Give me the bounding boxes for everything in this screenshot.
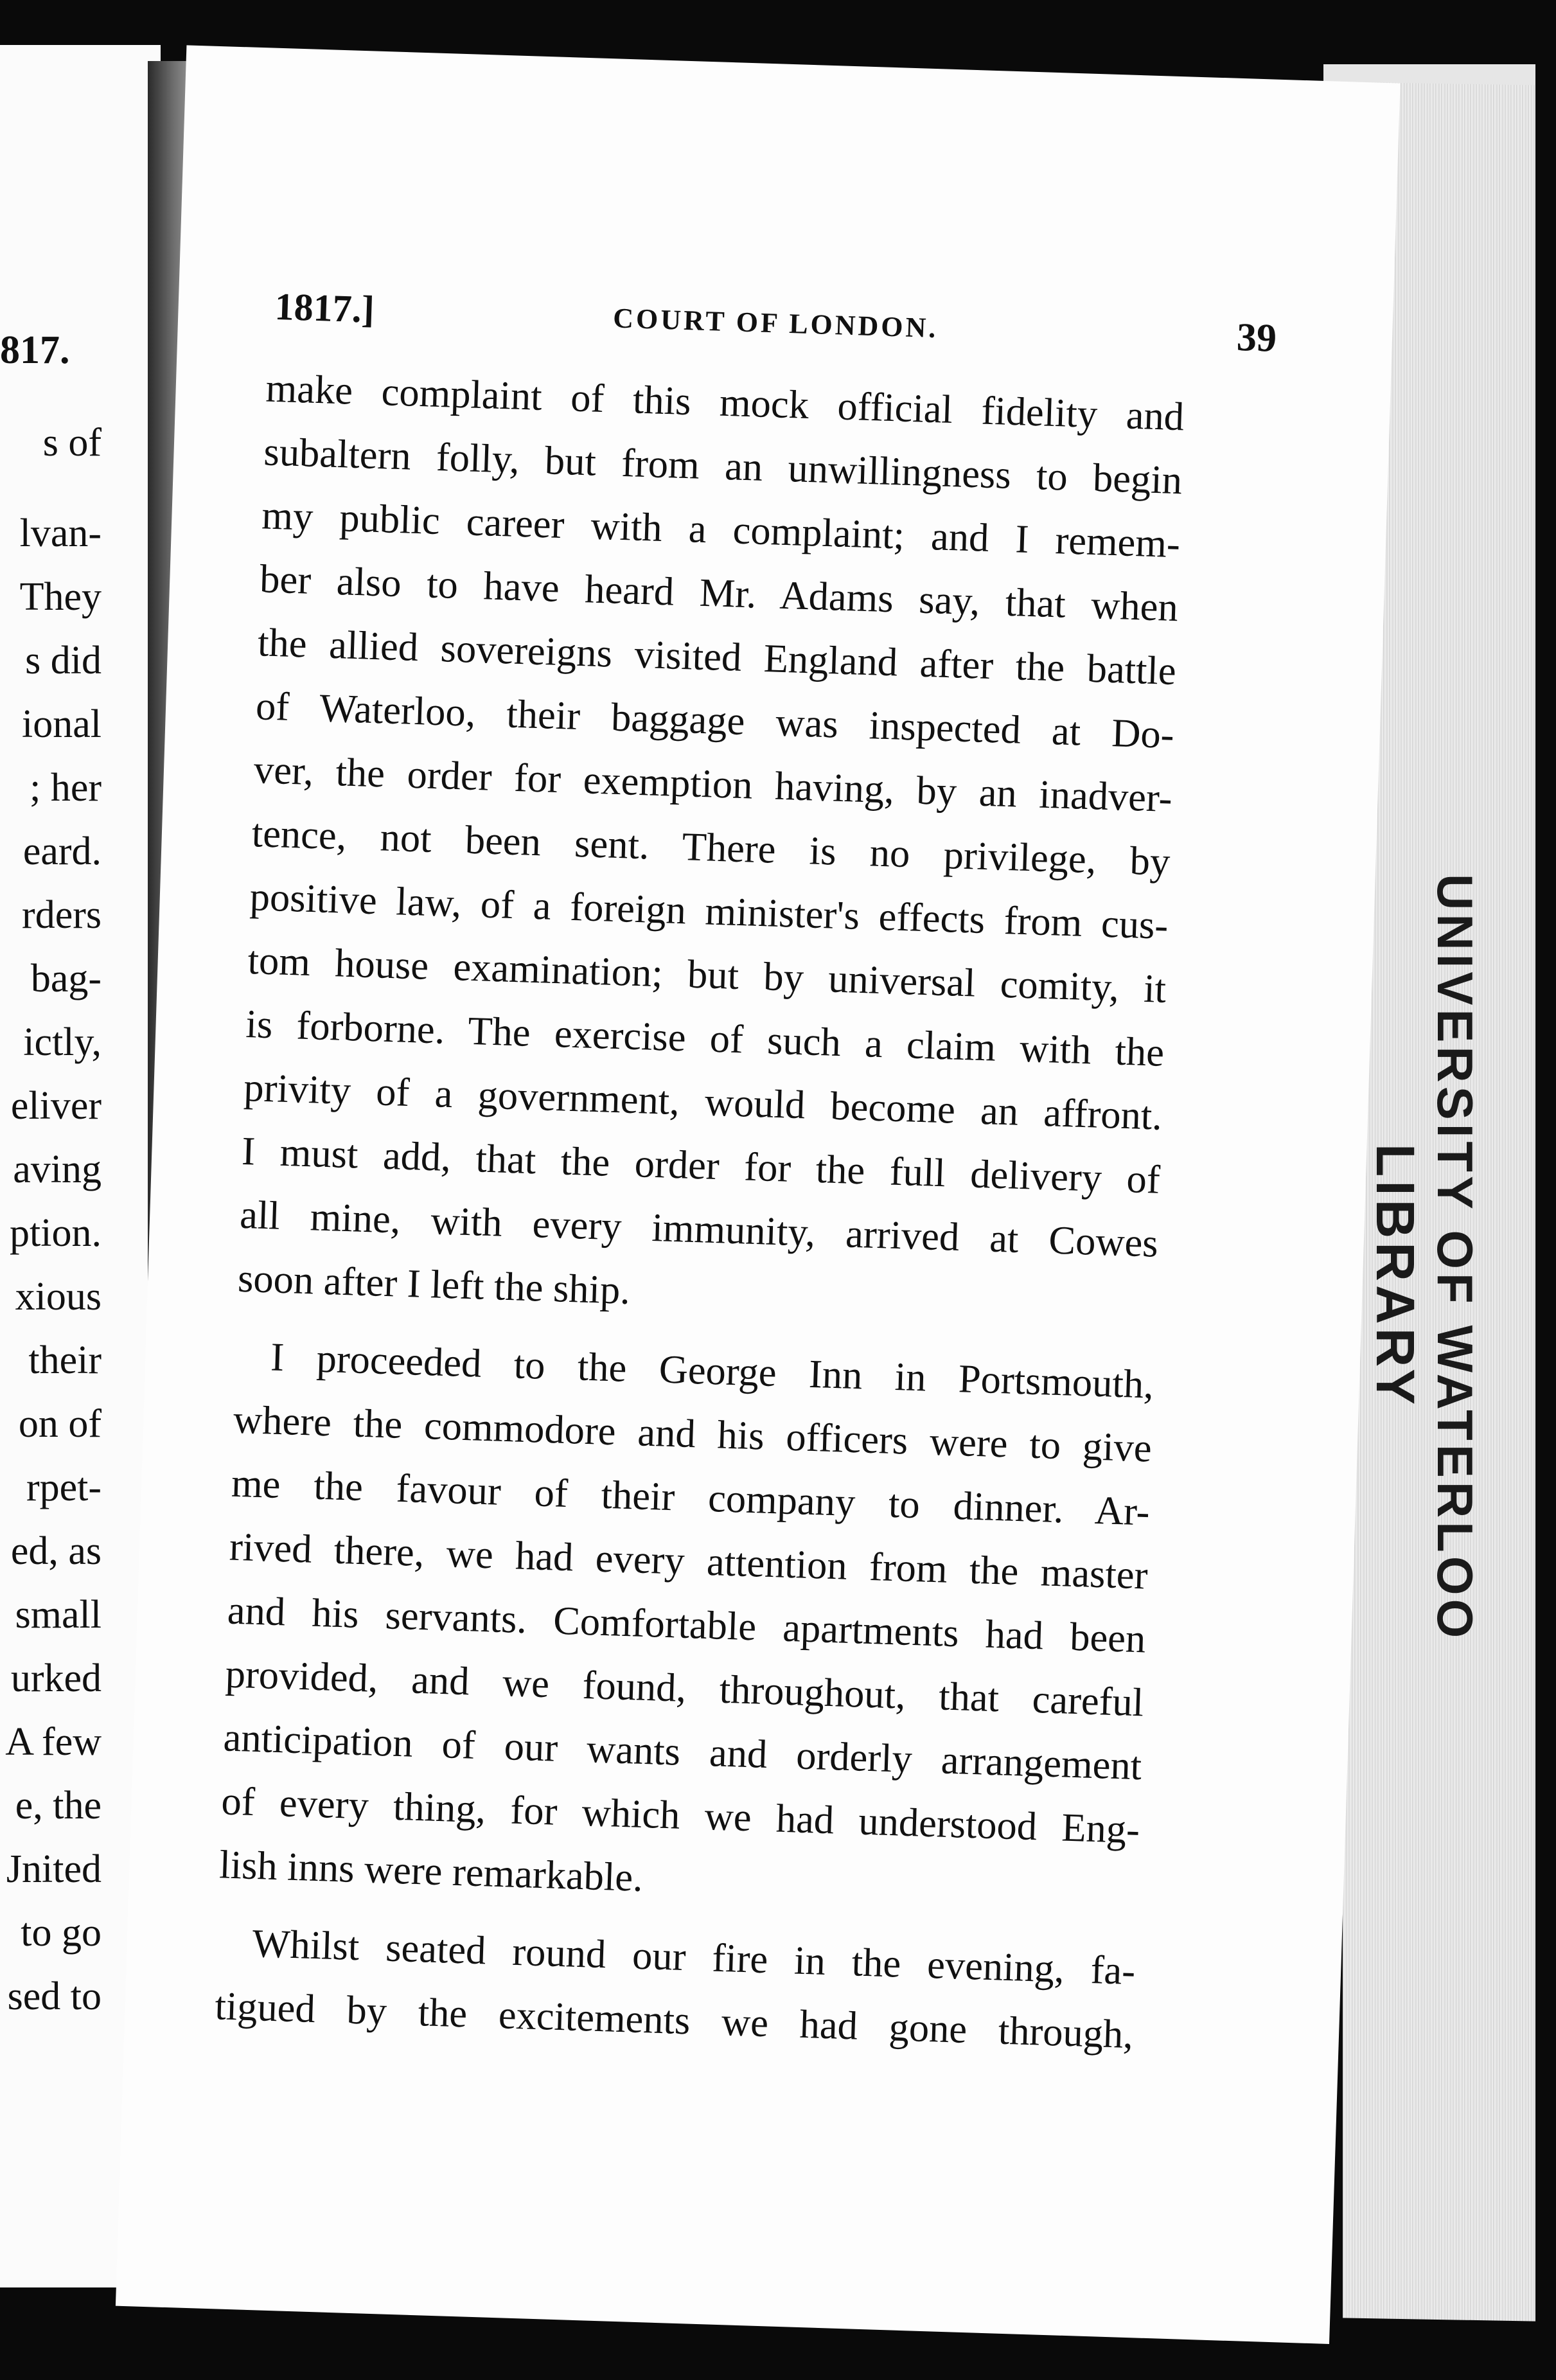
facing-page-header: 817. <box>0 328 70 372</box>
text-line: ver, the order for exemption having, by an inadver- <box>253 747 1173 821</box>
text-line: where the commodore and his officers were to give <box>233 1396 1153 1471</box>
page-number: 39 <box>1235 315 1278 360</box>
facing-line: rpet- <box>26 1466 102 1509</box>
facing-line-gap <box>5 475 102 502</box>
body-text <box>214 356 1185 2066</box>
text-line: tigued by the excitements we had gone through, <box>214 1983 1135 2057</box>
facing-line: bag- <box>30 957 102 1000</box>
facing-line: Jnited <box>6 1847 102 1891</box>
text-line: provided, and we found, throughout, that careful <box>224 1651 1145 1725</box>
text-line: is forborne. The exercise of such a claim with the <box>245 1000 1165 1075</box>
text-line: subaltern folly, but from an unwillingness to begin <box>263 429 1183 503</box>
text-line: the allied sovereigns visited England after the battle <box>257 619 1177 694</box>
text-line: all mine, with every immunity, arrived at Cowes <box>239 1191 1159 1266</box>
facing-line: lvan- <box>19 511 102 555</box>
book-page <box>116 45 1401 2344</box>
text-line: privity of a government, would become an affront. <box>243 1064 1163 1139</box>
facing-line: ional <box>22 702 102 746</box>
facing-line: xious <box>15 1275 102 1319</box>
facing-line: eliver <box>10 1084 102 1128</box>
text-line: lish inns were remarkable. <box>218 1842 644 1901</box>
facing-line: eard. <box>22 830 102 873</box>
stamp-library-text: LIBRARY <box>1365 1144 1426 1409</box>
facing-line: on of <box>18 1402 102 1446</box>
text-line: I proceeded to the George Inn in Portsmouth, <box>270 1334 1154 1407</box>
facing-line: e, the <box>15 1784 102 1827</box>
text-line: tence, not been sent. There is no privilege, by <box>251 810 1171 885</box>
text-line: ber also to have heard Mr. Adams say, that when <box>259 556 1179 630</box>
text-line: me the favour of their company to dinner. Ar- <box>231 1460 1151 1534</box>
text-line: anticipation of our wants and orderly arrangement <box>222 1714 1143 1789</box>
facing-line: s of <box>42 421 102 465</box>
text-line: make complaint of this mock official fidelity and <box>265 365 1185 440</box>
facing-line: rders <box>22 893 102 937</box>
text-line: of every thing, for which we had understood Eng- <box>220 1778 1141 1852</box>
text-line: of Waterloo, their baggage was inspected at Do- <box>255 683 1175 758</box>
facing-line: to go <box>21 1911 102 1955</box>
facing-line: urked <box>10 1656 102 1700</box>
facing-line: small <box>15 1593 102 1637</box>
facing-line: They <box>19 575 102 619</box>
text-line: my public career with a complaint; and I remem- <box>261 492 1181 567</box>
paragraph-1 <box>237 356 1185 1338</box>
running-head-year: 1817.] <box>274 285 375 331</box>
text-line: rived there, we had every attention from the master <box>229 1523 1149 1598</box>
facing-line: A few <box>5 1720 102 1764</box>
facing-line: sed to <box>7 1975 102 2018</box>
text-line: and his servants. Comfortable apartments had been <box>226 1587 1147 1662</box>
facing-line: ; her <box>30 766 102 810</box>
text-line: I must add, that the order for the full delivery of <box>241 1128 1161 1202</box>
text-line: Whilst seated round our fire in the evening, fa- <box>251 1921 1136 1994</box>
text-line: soon after I left the ship. <box>237 1255 631 1313</box>
facing-line: ictly, <box>23 1020 102 1064</box>
facing-line: their <box>28 1338 102 1382</box>
facing-page-text <box>5 411 102 2029</box>
facing-line: ed, as <box>10 1529 102 1573</box>
running-head <box>274 285 1277 374</box>
text-line: tom house examination; but by universal comity, it <box>247 937 1167 1011</box>
facing-line: aving <box>13 1148 102 1191</box>
facing-line: s did <box>25 639 102 682</box>
stamp-university-text: UNIVERSITY OF WATERLOO <box>1427 874 1483 1642</box>
text-line: positive law, of a foreign minister's effects from cus- <box>249 874 1169 948</box>
paragraph-2 <box>218 1324 1154 1925</box>
library-stamp <box>1365 874 1516 1709</box>
running-head-title: COURT OF LONDON. <box>612 302 939 344</box>
facing-line: ption. <box>10 1211 102 1255</box>
